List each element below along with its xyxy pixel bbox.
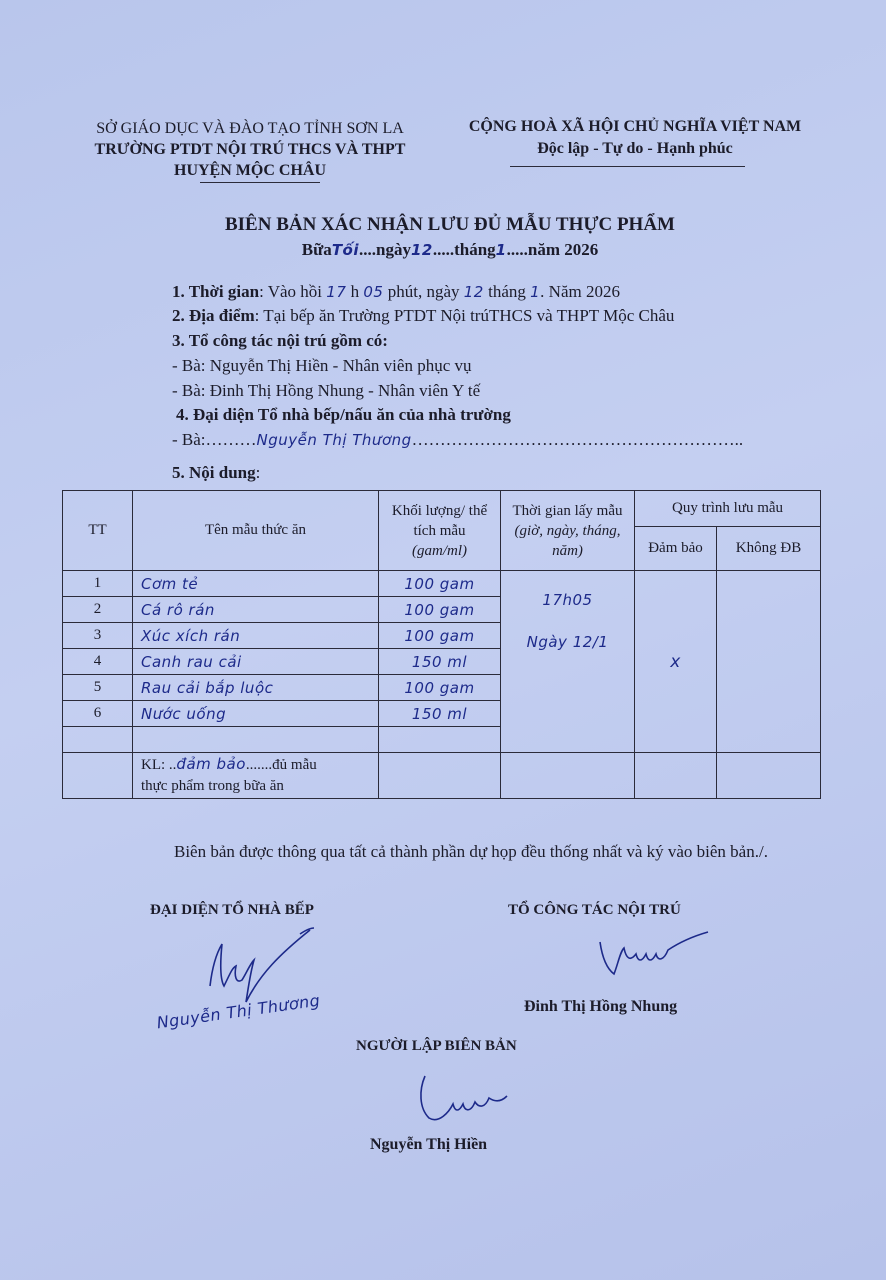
header-left [70,118,430,181]
conclusion-not-ok [717,753,821,799]
sample-time-cell [501,571,635,753]
author-signature [405,1068,515,1128]
conclusion-line2: thực phẩm trong bữa ăn [141,778,284,794]
boarding-signature [590,928,720,988]
row-tt: 6 [63,701,133,727]
row-food-name: Nước uống [133,701,379,727]
conclusion-prefix: KL: .. [141,757,177,773]
kitchen-rep-prefix: - Bà:……… [172,430,257,449]
kitchen-signature [150,924,340,1054]
boarding-signer-name: Đinh Thị Hồng Nhung [524,998,678,1015]
col-header-time [501,491,635,571]
dept-name: SỞ GIÁO DỤC VÀ ĐÀO TẠO TỈNH SƠN LA [96,120,404,137]
kitchen-rep-line [172,430,743,450]
meal-date-line [150,240,750,260]
row-tt: 5 [63,675,133,701]
row-weight: 100 gam [379,675,501,701]
row-weight: 100 gam [379,597,501,623]
sample-date: Ngày 12/1 [526,633,609,651]
time-text-c: phút, ngày [387,282,460,301]
kitchen-rep-title: ĐẠI DIỆN TỔ NHÀ BẾP [150,902,314,918]
meal-value: Tối [331,241,359,259]
section-time [172,282,620,302]
section-location-label: 2. Địa điểm [172,306,255,325]
closing-statement: Biên bản được thông qua tất cả thành phần dự họp đều thống nhất và ký vào biên bản./. [174,842,768,861]
team-member-1: - Bà: Nguyễn Thị Hiền - Nhân viên phục vụ [172,356,472,375]
not-ok-cell [717,571,821,753]
row-tt: 3 [63,623,133,649]
team-member-2: - Bà: Đinh Thị Hồng Nhung - Nhân viên Y tế [172,381,481,400]
row-weight: 150 ml [379,649,501,675]
section-content-label: 5. Nội dung [172,463,256,482]
conclusion-cell [133,753,379,799]
day-label: ....ngày [359,240,411,259]
col-header-weight-a: Khối lượng/ thể tích mẫu [391,502,488,539]
col-header-not-ok: Không ĐB [717,527,821,571]
col-header-ok: Đảm bảo [635,527,717,571]
kitchen-signature-scribble [150,924,340,1054]
conclusion-weight [379,753,501,799]
row-weight-empty [379,727,501,753]
col-header-name: Tên mẫu thức ăn [133,491,379,571]
section-kitchen-label: 4. Đại diện Tổ nhà bếp/nấu ăn của nhà trường [176,405,511,424]
ok-mark: x [670,651,681,672]
time-text-b: h [350,282,360,301]
location-text: : Tại bếp ăn Trường PTDT Nội trúTHCS và THPT Mộc Châu [254,306,675,325]
section-team-label: 3. Tổ công tác nội trú gồm có: [172,331,388,350]
section-location [172,306,674,326]
table-row [63,571,821,597]
day-value: 12 [410,241,433,259]
row-food-name: Xúc xích rán [133,623,379,649]
conclusion-time [501,753,635,799]
col-header-process: Quy trình lưu mẫu [635,491,821,527]
author-name: Nguyễn Thị Hiền [370,1136,488,1153]
month-value: 1 [495,241,507,259]
ok-cell [635,571,717,753]
school-name-line1: TRƯỜNG PTDT NỘI TRÚ THCS VÀ THPT [94,141,406,158]
row-tt: 2 [63,597,133,623]
kitchen-rep-suffix: ………………………………………………….. [411,430,744,449]
row-weight: 100 gam [379,623,501,649]
row-food-name: Canh rau cải [133,649,379,675]
row-tt: 1 [63,571,133,597]
row-tt: 4 [63,649,133,675]
col-header-tt: TT [63,491,133,571]
meal-label: Bữa [301,240,332,259]
school-name-line2: HUYỆN MỘC CHÂU [174,162,326,179]
section-time-label: 1. Thời gian [172,282,260,301]
year-label: .....năm 2026 [506,240,599,259]
row-weight: 150 ml [379,701,501,727]
author-title: NGƯỜI LẬP BIÊN BẢN [356,1038,517,1054]
author-signature-scribble [405,1068,515,1128]
header-right [440,116,830,160]
month-label: .....tháng [432,240,496,259]
date-day-value: 12 [463,283,484,301]
header-right-rule [510,166,745,167]
col-header-weight-b: (gam/ml) [412,542,467,559]
row-food-name-empty [133,727,379,753]
time-text-e: . Năm 2026 [540,282,620,301]
sample-time: 17h05 [542,591,593,609]
national-motto: Độc lập - Tự do - Hạnh phúc [537,140,733,157]
conclusion-row [63,753,821,799]
col-header-time-b: (giờ, ngày, tháng, năm) [514,522,621,559]
minute-value: 05 [363,283,384,301]
time-text-d: tháng [488,282,526,301]
kitchen-rep-name: Nguyễn Thị Thương [256,431,412,449]
boarding-team-title: TỔ CÔNG TÁC NỘI TRÚ [508,902,681,918]
row-tt-empty [63,727,133,753]
date-month-value: 1 [530,283,541,301]
kitchen-signer-handwritten: Nguyễn Thị Thương [155,990,322,1033]
row-weight: 100 gam [379,571,501,597]
conclusion-tt [63,753,133,799]
section-content-colon: : [255,463,261,482]
header-left-rule [200,182,320,183]
food-sample-table [62,490,821,799]
row-food-name: Rau cải bắp luộc [133,675,379,701]
hour-value: 17 [326,283,347,301]
conclusion-ok [635,753,717,799]
col-header-weight [379,491,501,571]
document-title: BIÊN BẢN XÁC NHẬN LƯU ĐỦ MẪU THỰC PHẨM [224,214,675,235]
conclusion-suffix: .......đủ mẫu [245,757,317,773]
republic-name: CỘNG HOÀ XÃ HỘI CHỦ NGHĨA VIỆT NAM [468,118,802,135]
time-text-a: : Vào hồi [259,282,323,301]
col-header-time-a: Thời gian lấy mẫu [512,502,623,519]
row-food-name: Cơm tẻ [133,571,379,597]
boarding-signature-scribble [590,928,720,988]
section-content [172,463,260,483]
row-food-name: Cá rô rán [133,597,379,623]
conclusion-value: đảm bảo [176,755,246,773]
